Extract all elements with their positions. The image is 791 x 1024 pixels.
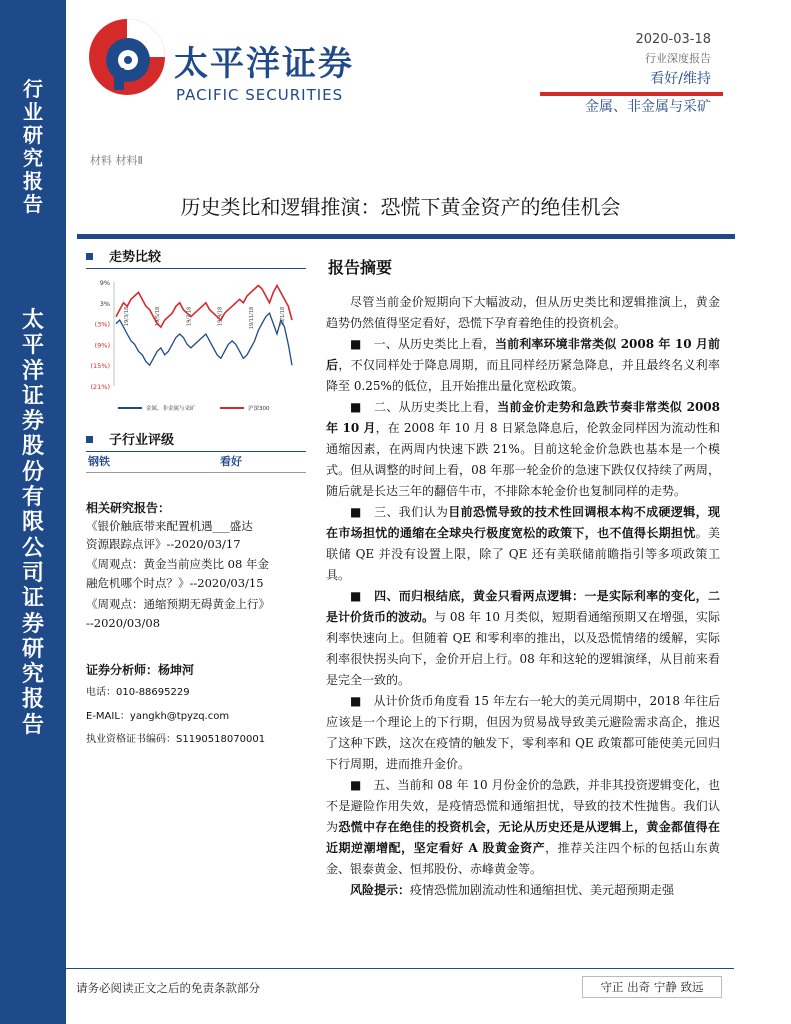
trend-divider	[86, 268, 306, 269]
disclaimer-text: 请务必阅读正文之后的免责条款部分	[76, 981, 260, 995]
related-report-line: --2020/03/08	[86, 616, 161, 630]
summary-paragraph	[326, 586, 720, 691]
x-tick-label: 20/1/18	[280, 306, 286, 327]
industry-rating: 看好/维持	[650, 71, 711, 87]
trend-chart	[84, 274, 300, 422]
bullet-square-icon	[86, 253, 93, 260]
body-text: ■ 从计价货币角度看 15 年左右一轮大的美元周期中，2018 年往后应该是一个理论上的下行期，但因为贸易战导致美元避险需求高企，推迟了这种下跌，这次在疫情的触发下，零利率和 QE 政策都可能使美元回归下行周期，进而推升金价。	[326, 694, 720, 771]
body-text: 尽管当前金价短期向下大幅波动，但从历史类比和逻辑推演上，黄金趋势仍然值得坚定看好，恐慌下孕育着绝佳的投资机会。	[326, 295, 720, 330]
body-text: ■ 三、我们认为	[350, 505, 449, 519]
y-tick-label: (21%)	[90, 383, 110, 391]
sidebar-report-label: 行 业 研 究 报 告	[23, 77, 43, 216]
x-tick-label: 19/11/18	[248, 306, 255, 330]
sub-industry-name: 钢铁	[88, 455, 110, 468]
y-tick-label: 9%	[99, 279, 110, 287]
y-tick-label: (3%)	[94, 320, 110, 329]
summary-heading: 报告摘要	[328, 258, 393, 277]
series-line	[116, 313, 292, 365]
emphasis-text: 风险提示：	[350, 883, 411, 897]
x-tick-label: 19/9/18	[217, 306, 224, 327]
report-type: 行业深度报告	[645, 52, 711, 65]
body-text: ■	[350, 589, 375, 603]
related-report-line: 《周观点：通缩预期无碍黄金上行》	[86, 597, 270, 611]
sub-rating-heading-text: 子行业评级	[109, 433, 175, 448]
related-report-line: 资源跟踪点评》--2020/03/17	[86, 537, 241, 551]
related-reports-heading: 相关研究报告：	[86, 501, 171, 515]
x-tick-label: 19/3/18	[124, 306, 130, 327]
analyst-email: E-MAIL：yangkh@tpyzq.com	[86, 711, 230, 722]
body-text: 疫情恐慌加剧流动性和通缩担忧、美元超预期走强	[410, 883, 675, 897]
brand-name-cn: 太平洋证券	[174, 44, 354, 84]
bullet-square-icon	[86, 436, 93, 443]
trend-heading-text: 走势比较	[109, 250, 162, 265]
body-text: ，在 2008 年 10 月 8 日紧急降息后，伦敦金同样因为流动性和通缩因素，在两周内快速下跌 21%。目前这轮金价急跌也基本是一个模式。但从调整的时间上看，08 年那一轮金价的急速下跌仅仅持续了两周，随后就是长达三年的翻倍牛市，不排除本轮金价也复制同样的走势。	[326, 421, 720, 498]
related-report-line: 《银价触底带来配置机遇___盛达	[86, 519, 253, 533]
summary-paragraph	[326, 775, 720, 880]
company-motto: 守正 出奇 宁静 致远	[582, 976, 722, 998]
y-tick-label: (9%)	[94, 341, 110, 350]
series-line	[116, 286, 292, 328]
legend-label: 沪深300	[248, 406, 270, 412]
x-tick-label: 19/5/18	[155, 306, 162, 327]
analyst-phone: 电话：010-88695229	[86, 687, 190, 698]
sub-industry-rating: 看好	[220, 455, 242, 468]
brand-name-en: PACIFIC SECURITIES	[176, 86, 344, 104]
body-text: ，推荐关注四个标的包括山东黄金、银泰黄金、恒邦股份、赤峰黄金等。	[326, 841, 720, 876]
sidebar-company-label: 太 平 洋 证 券 股 份 有 限 公 司 证 券 研 究 报 告	[21, 307, 44, 738]
report-title: 历史类比和逻辑推演：恐慌下黄金资产的绝佳机会	[180, 195, 621, 219]
emphasis-text: 目前恐慌导致的技术性回调根本构不成硬逻辑，现在市场担忧的通缩在全球央行极度宽松的政策下，也不值得长期担忧	[326, 505, 720, 540]
summary-paragraph	[326, 334, 720, 397]
emphasis-text: 四、而归根结底，黄金只看两点逻辑：一是实际利率的变化，二是计价货币的波动。	[326, 589, 720, 624]
summary-paragraph	[326, 397, 720, 502]
pacific-logo-icon	[84, 14, 170, 100]
sub-rating-heading	[86, 433, 174, 449]
related-report-line: 《周观点：黄金当前应类比 08 年金	[86, 557, 269, 571]
body-text: ■ 一、从历史类比上看，	[350, 337, 495, 351]
emphasis-text: 当前金价走势和急跌节奏非常类似 2008 年 10 月	[326, 400, 720, 435]
emphasis-text: 当前利率环境非常类似 2008 年 10 月前后	[326, 337, 721, 372]
industry-name: 金属、非金属与采矿	[585, 99, 711, 115]
summary-paragraph	[326, 502, 720, 586]
analyst-license: 执业资格证书编码：S1190518070001	[86, 734, 266, 745]
summary-paragraph	[326, 880, 720, 901]
summary-paragraph	[326, 691, 720, 775]
body-text: ■ 五、当前和 08 年 10 月份金价的急跌，并非其投资逻辑变化，也不是避险作用失效，是疫情恐慌和通缩担忧，导致的技术性抛售。我们认为	[326, 778, 720, 834]
sub-rating-divider	[86, 451, 306, 452]
sub-rating-bottom-line	[86, 472, 306, 473]
title-divider	[77, 234, 735, 239]
body-text: ，不仅同样处于降息周期，而且同样经历紧急降息，并且最终名义利率降至 0.25%的低位，且开始推出量化宽松政策。	[326, 358, 720, 393]
category-label: 材料 材料Ⅱ	[90, 154, 143, 167]
report-date: 2020-03-18	[635, 32, 711, 47]
rating-divider	[540, 92, 723, 96]
x-tick-label: 19/7/18	[186, 306, 193, 327]
body-text: 。美联储 QE 并没有设置上限，除了 QE 还有美联储前瞻指引等多项政策工具。	[326, 526, 720, 582]
y-tick-label: 3%	[99, 299, 110, 308]
footer-divider	[66, 968, 734, 969]
related-report-line: 融危机哪个时点？》--2020/03/15	[86, 576, 264, 590]
legend-label: 金属、非金属与采矿	[146, 406, 196, 412]
body-text: ■ 二、从历史类比上看，	[350, 400, 498, 414]
summary-paragraph	[326, 292, 720, 334]
y-tick-label: (15%)	[90, 362, 110, 371]
sub-rating-row	[86, 453, 304, 471]
body-text: 与 08 年 10 月类似，短期看通缩预期又在增强，实际利率快速向上。但随着 QE 和零利率的推出，以及恐慌情绪的缓解，实际利率很快拐头向下，金价开启上行。08 年和这轮的逻辑演绎，从目前来看是完全一致的。	[326, 610, 720, 687]
trend-heading	[86, 250, 161, 266]
emphasis-text: 恐慌中存在绝佳的投资机会，无论从历史还是从逻辑上，黄金都值得在近期逆潮增配，坚定看好 A 股黄金资产	[326, 820, 720, 855]
analyst-name: 证券分析师：杨坤河	[86, 663, 195, 677]
